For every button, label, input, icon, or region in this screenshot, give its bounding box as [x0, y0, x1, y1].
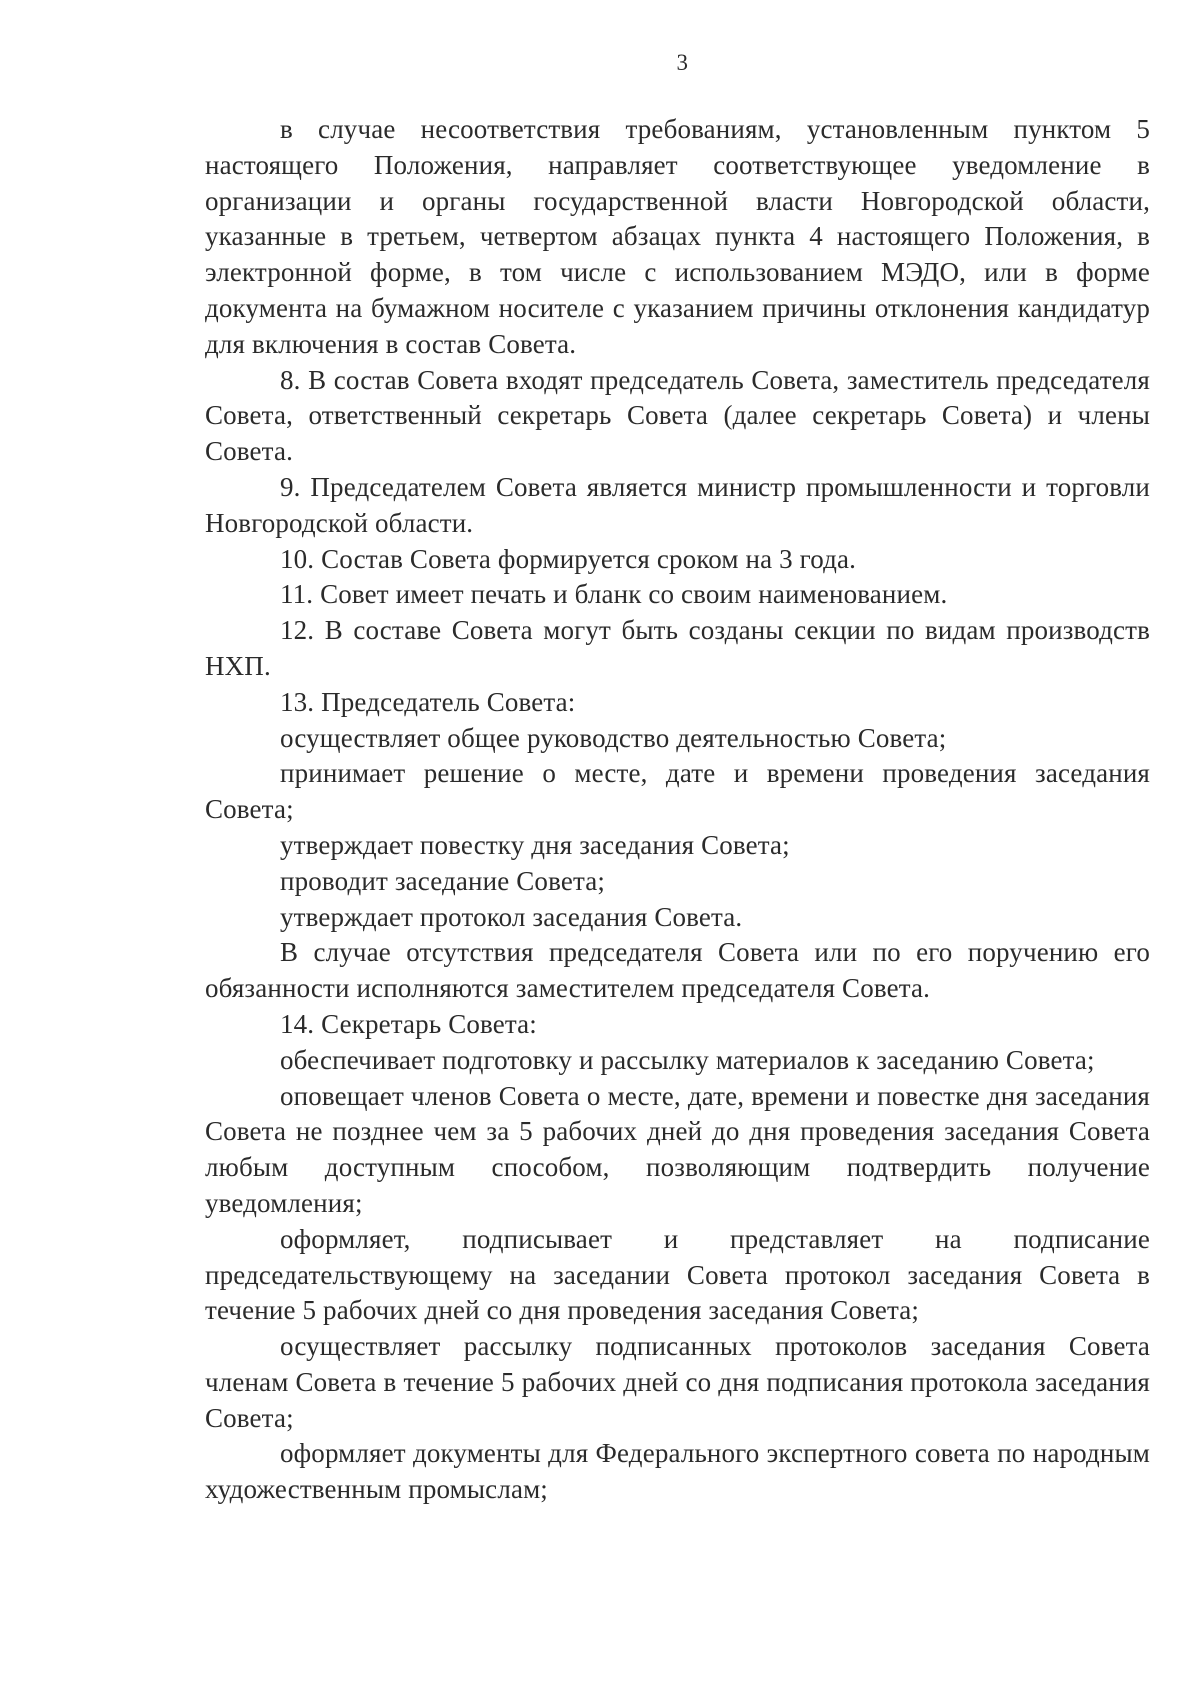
paragraph-item-11: 11. Совет имеет печать и бланк со своим наименованием. [280, 579, 948, 610]
paragraph-notification: в случае несоответствия требованиям, установленным пунктом 5 настоящего Положения, направляет соответствующее уведомление в организации и органы государственной власти Новгородской области, указанные в третьем, четвертом абзацах пункта 4 настоящего Положения, в электронной форме, в том числе с использованием МЭДО, или в форме документа на бумажном носителе с указанием причины отклонения кандидатур для включения в состав Совета. [205, 114, 1150, 359]
paragraph-secretary-duty: обеспечивает подготовку и рассылку материалов к заседанию Совета; [280, 1044, 1095, 1075]
paragraph-chair-duty: принимает решение о месте, дате и времени проведения заседания Совета; [205, 758, 1150, 825]
document-body [205, 112, 1150, 1508]
paragraph-item-14: 14. Секретарь Совета: [280, 1008, 537, 1039]
paragraph-chair-duty: утверждает повестку дня заседания Совета; [280, 829, 790, 860]
paragraph-secretary-duty: оформляет документы для Федерального экспертного совета по народным художественным промыслам; [205, 1438, 1150, 1505]
paragraph-secretary-duty: осуществляет рассылку подписанных протоколов заседания Совета членам Совета в течение 5 рабочих дней со дня подписания протокола заседания Совета; [205, 1331, 1150, 1433]
paragraph-item-12: 12. В составе Совета могут быть созданы секции по видам производств НХП. [205, 615, 1150, 681]
paragraph-secretary-duty: оповещает членов Совета о месте, дате, времени и повестке дня заседания Совета не позднее чем за 5 рабочих дней до дня проведения заседания Совета любым доступным способом, позволяющим подтвердить получение уведомления; [205, 1080, 1150, 1218]
paragraph-chair-absence: В случае отсутствия председателя Совета или по его поручению его обязанности исполняются заместителем председателя Совета. [205, 937, 1150, 1004]
paragraph-chair-duty: проводит заседание Совета; [280, 865, 606, 896]
page-number: 3 [676, 50, 689, 75]
paragraph-chair-duty: утверждает протокол заседания Совета. [280, 901, 743, 932]
paragraph-item-13: 13. Председатель Совета: [280, 686, 576, 717]
paragraph-secretary-duty: оформляет, подписывает и представляет на подписание председательствующему на заседании Совета протокол заседания Совета в течение 5 рабочих дней со дня проведения заседания Совета; [205, 1223, 1150, 1326]
paragraph-item-9: 9. Председателем Совета является министр промышленности и торговли Новгородской области. [205, 471, 1150, 538]
paragraph-item-10: 10. Состав Совета формируется сроком на 3 года. [280, 543, 857, 574]
paragraph-chair-duty: осуществляет общее руководство деятельностью Совета; [280, 722, 947, 753]
paragraph-item-8: 8. В состав Совета входят председатель Совета, заместитель председателя Совета, ответственный секретарь Совета (далее секретарь Совета) и члены Совета. [205, 364, 1150, 467]
